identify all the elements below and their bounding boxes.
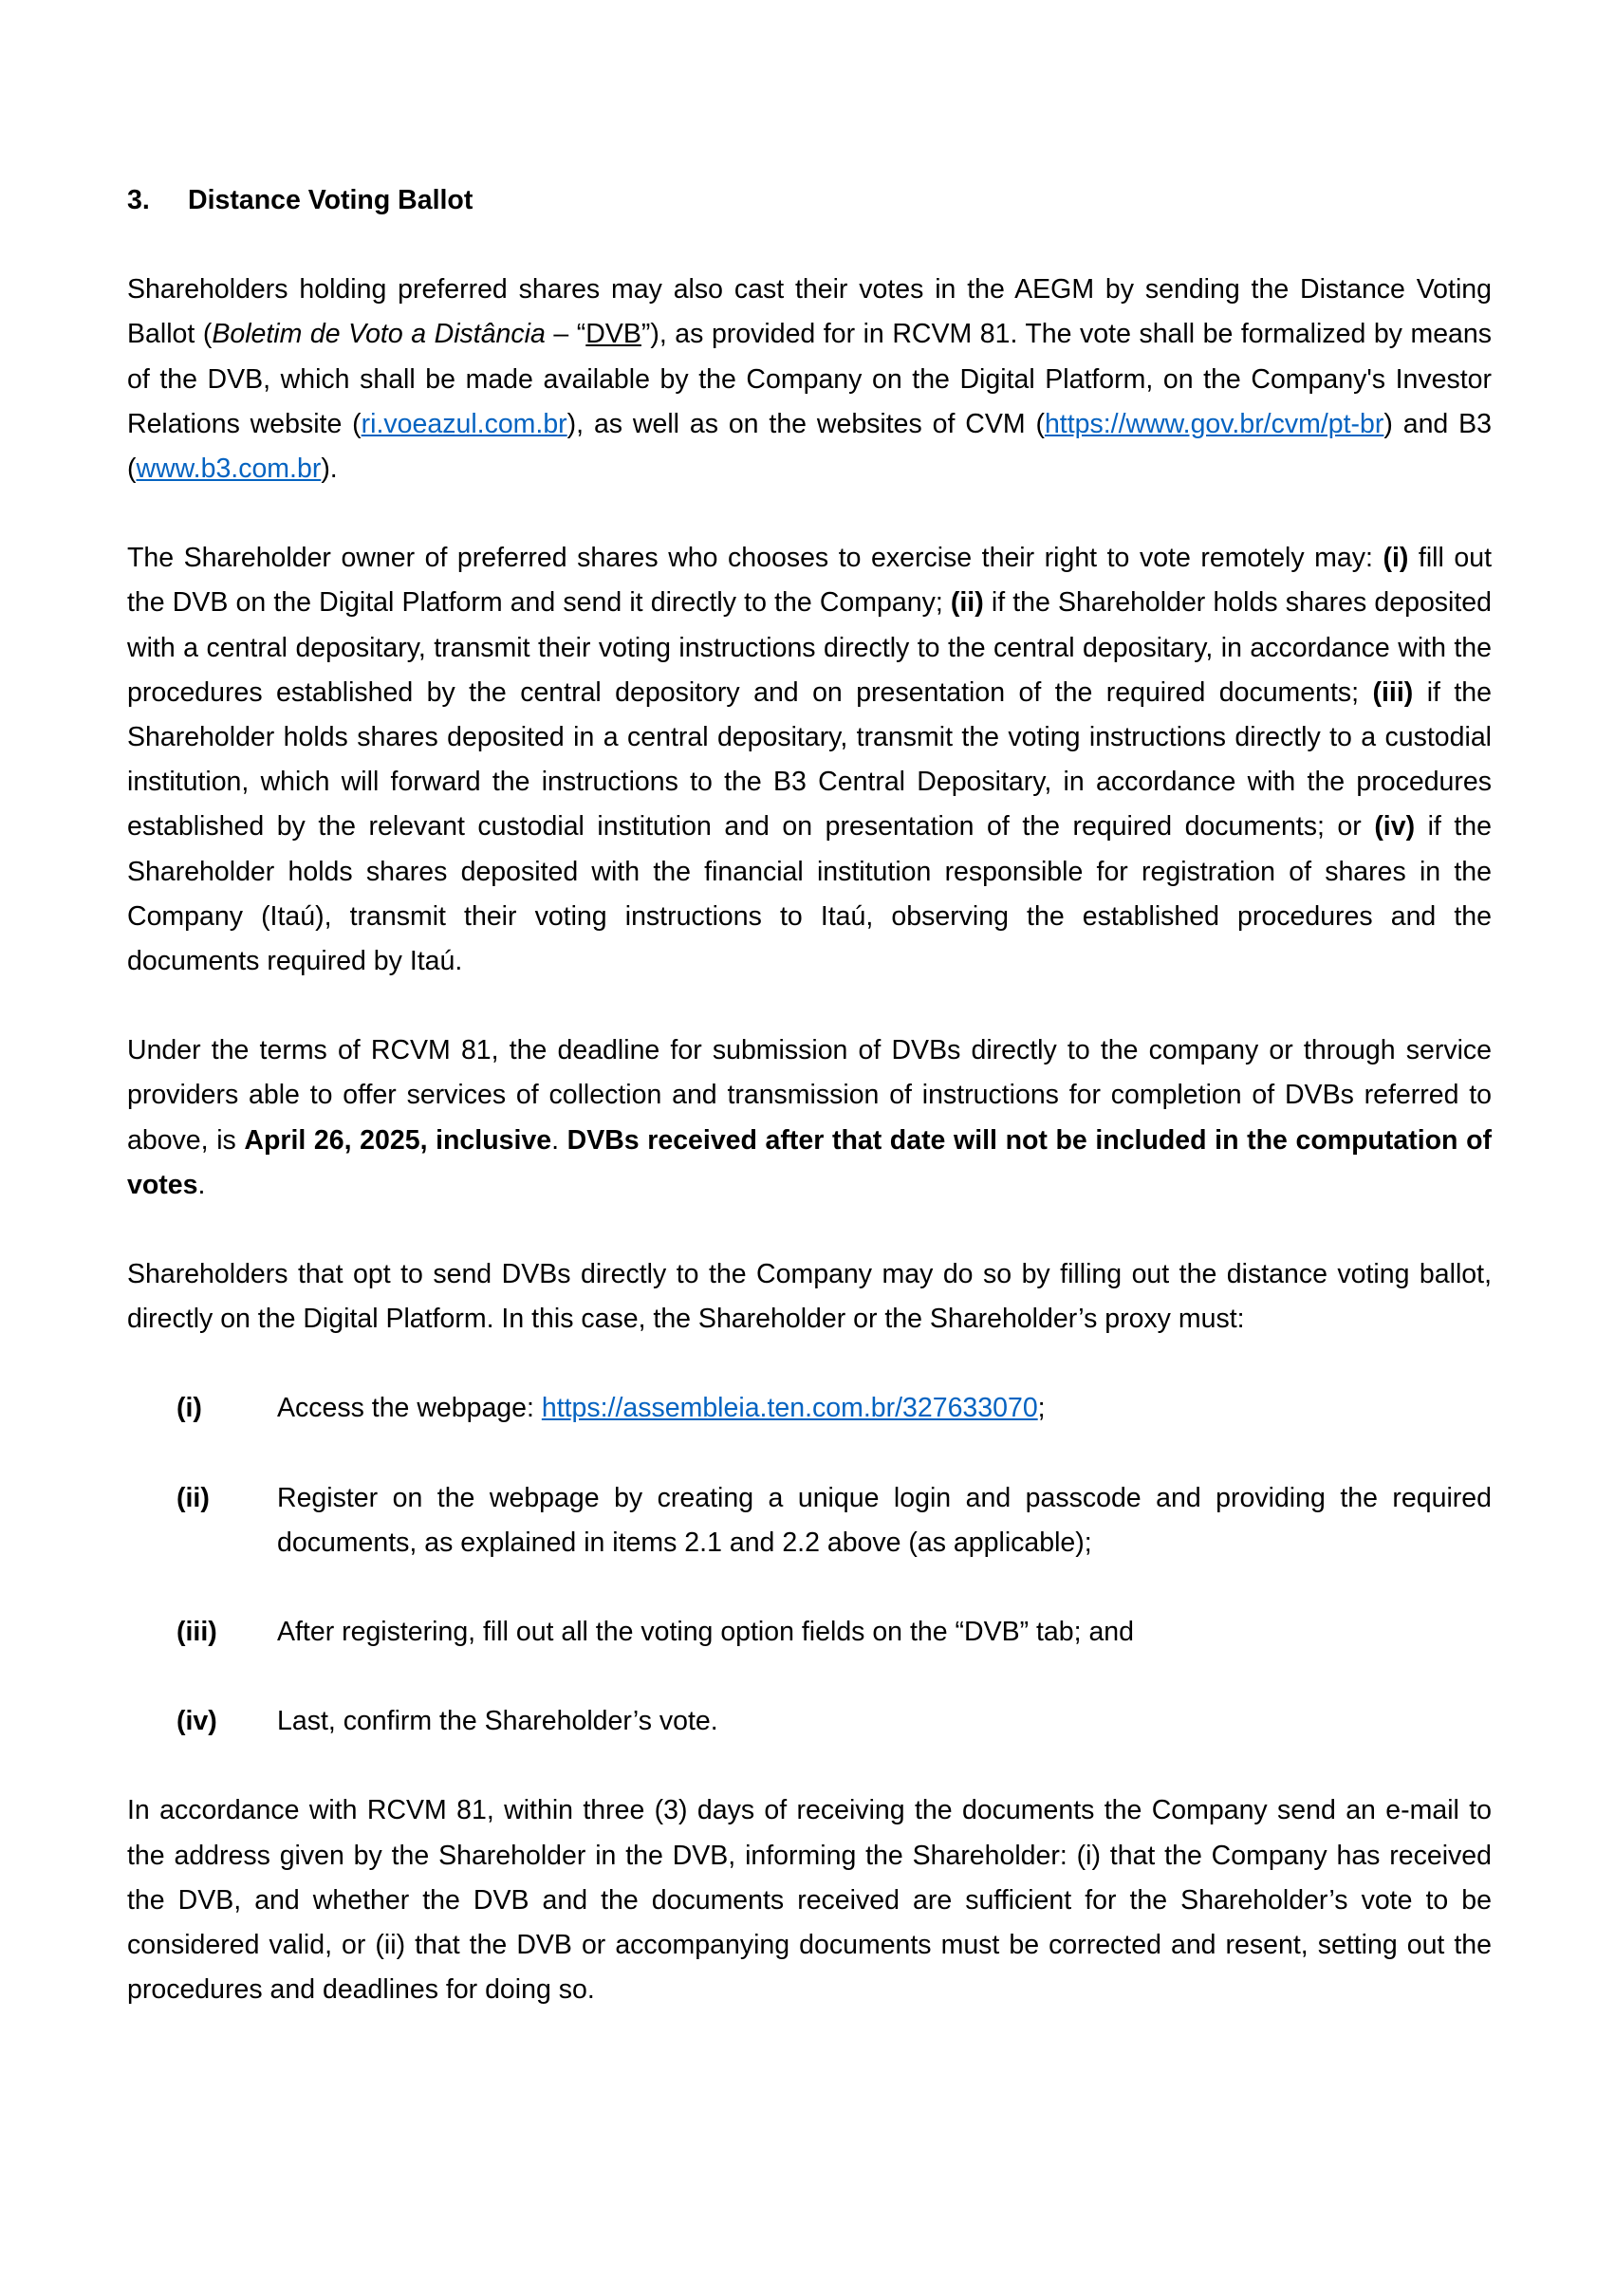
text-run: fill out the DVB on the Digital Platform and send it directly to the Company; (127, 543, 1493, 619)
text-run: ). (321, 454, 338, 485)
list-item-text: After registering, fill out all the voting option fields on the “DVB” tab; and (277, 1617, 1134, 1648)
section-title: Distance Voting Ballot (188, 185, 473, 215)
text-run: . (197, 1169, 206, 1200)
text-run: if the Shareholder holds shares deposited in a central depositary, transmit the voting instructions directly to a custodial institution, which will forward the instructions to the B3 Central Depositary, in accordance with the procedures established by the relevant custodial institution and on presentation of the required documents; or (127, 676, 1492, 842)
paragraph-confirmation-email: In accordance with RCVM 81, within three (3) days of receiving the documents the Company send an e-mail to the address given by the Shareholder in the DVB, informing the Shareholder: (i) that the Company has received the DVB, and whether the DVB and the documents received are sufficient for the Shareholder’s vote to be considered valid, or (ii) that the DVB or accompanying documents must be corrected and resent, setting out the procedures and deadlines for doing so. (127, 1795, 1492, 2006)
text-run: – “ (545, 319, 586, 350)
text-run: Shareholders holding preferred shares may also cast their votes in the AEGM by sending the Distance Voting Ballot ( (127, 274, 1492, 350)
option-marker: (iv) (1374, 811, 1416, 842)
list-item-text: Register on the webpage by creating a unique login and passcode and providing the required documents, as explained in items 2.1 and 2.2 above (as applicable); (277, 1482, 1492, 1558)
list-item (127, 1610, 1492, 1655)
section-number: 3. (127, 185, 150, 215)
list-item-label: (iv) (176, 1706, 217, 1737)
list-item-label: (ii) (176, 1482, 210, 1513)
paragraph-remote-vote-options (127, 536, 1492, 984)
list-item-text: Last, confirm the Shareholder’s vote. (277, 1706, 718, 1737)
text-run: Access the webpage: (277, 1393, 542, 1424)
list-item (127, 1476, 1492, 1565)
paragraph-dvb-intro (127, 268, 1492, 491)
text-run: ) and B3 ( (127, 408, 1492, 485)
cvm-website-link[interactable]: https://www.gov.br/cvm/pt-br (1044, 408, 1384, 439)
assembleia-webpage-link[interactable]: https://assembleia.ten.com.br/327633070 (541, 1393, 1038, 1424)
dvb-term: DVB (585, 319, 641, 350)
list-item-text (277, 1386, 1492, 1431)
option-marker: (ii) (950, 587, 984, 619)
text-run: ; (1037, 1393, 1046, 1424)
document-body (127, 178, 1492, 2058)
italic-term: Boletim de Voto a Distância (212, 319, 546, 350)
text-run: . (551, 1124, 567, 1156)
option-marker: (iii) (1372, 676, 1414, 708)
deadline-date: April 26, 2025, inclusive (244, 1124, 552, 1156)
deadline-warning: DVBs received after that date will not be included in the computation of votes (127, 1124, 1492, 1200)
text-run: if the Shareholder holds shares deposited with a central depositary, transmit their voting instructions directly to the central depositary, in accordance with the procedures established by the central depository and on presentation of the required documents; (127, 587, 1493, 708)
ri-website-link[interactable]: ri.voeazul.com.br (361, 408, 567, 439)
list-item-label: (i) (176, 1393, 202, 1424)
text-run: The Shareholder owner of preferred shares who chooses to exercise their right to vote remotely may: (127, 543, 1383, 574)
text-run: ”), as provided for in RCVM 81. The vote shall be formalized by means of the DVB, which shall be made available by the Company on the Digital Platform, on the Company's Investor Relations website ( (127, 319, 1493, 439)
text-run: if the Shareholder holds shares deposited with the financial institution responsible for registration of shares in the Company (Itaú), transmit their voting instructions to Itaú, observing the established procedures and the documents required by Itaú. (127, 811, 1492, 977)
text-run: Under the terms of RCVM 81, the deadline for submission of DVBs directly to the company or through service providers able to offer services of collection and transmission of instructions for completion of DVBs referred to above, is (127, 1035, 1492, 1156)
section-heading (127, 178, 1492, 223)
list-item (127, 1386, 1492, 1431)
text-run: ), as well as on the websites of CVM ( (566, 408, 1045, 439)
paragraph-deadline (127, 1028, 1492, 1208)
paragraph-direct-submission: Shareholders that opt to send DVBs directly to the Company may do so by filling out the distance voting ballot, directly on the Digital Platform. In this case, the Shareholder or the Shareholder’s proxy must: (127, 1259, 1492, 1335)
b3-website-link[interactable]: www.b3.com.br (136, 454, 322, 485)
option-marker: (i) (1383, 543, 1409, 574)
list-item (127, 1699, 1492, 1744)
list-item-label: (iii) (176, 1617, 217, 1648)
